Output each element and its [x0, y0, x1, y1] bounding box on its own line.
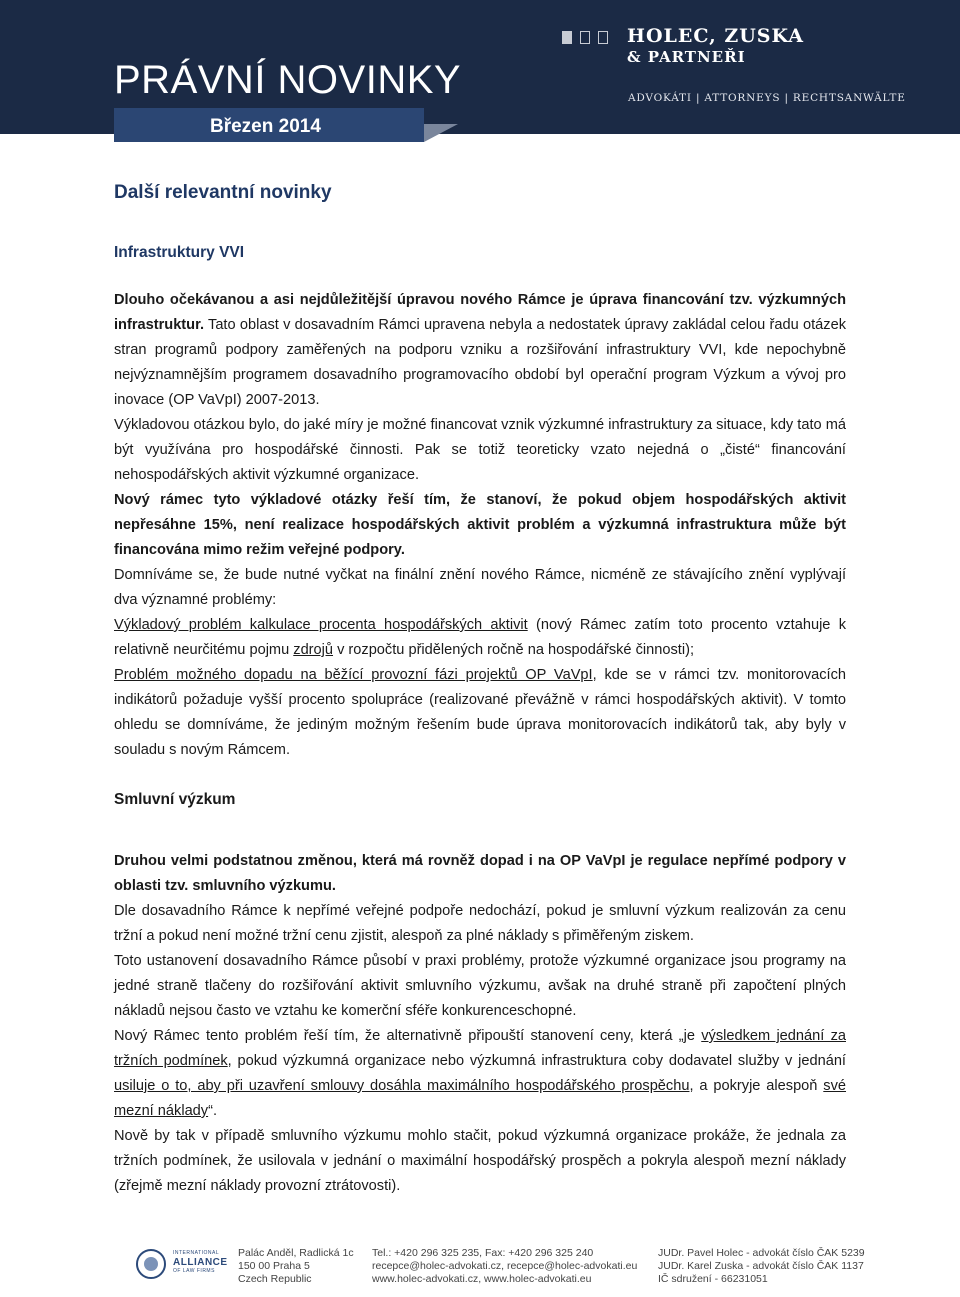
email-link[interactable]: recepce@holec-advokati.cz, recepce@holec-advokati.eu — [372, 1260, 638, 1272]
section-heading: Další relevantní novinky — [114, 182, 332, 203]
firm-partners: & PARTNEŘI — [627, 48, 746, 66]
paragraph: Domníváme se, že bude nutné vyčkat na finální znění nového Rámce, nicméně ze stávajícího znění vyplývají dva významné problémy: — [114, 567, 846, 608]
paragraph: Výkladovou otázkou bylo, do jaké míry je možné financovat vznik výzkumné infrastruktury za situace, kdy tato má být využívána pro hospodářské činnosti. Pak se totiž teoreticky vzato nejedná o „čisté“ financování nehospodářských aktivit výzkumné organizace. — [114, 417, 846, 483]
publication-title: PRÁVNÍ NOVINKY — [114, 58, 462, 102]
paragraph: Výkladový problém kalkulace procenta hospodářských aktivit (nový Rámec zatím toto procento vztahuje k relativně neurčitému pojmu zdrojů v rozpočtu přidělených ročně na hospodářské činnosti); — [114, 617, 846, 658]
issue-date: Březen 2014 — [210, 116, 321, 137]
paragraph: Toto ustanovení dosavadního Rámce působí v praxi problémy, protože výzkumné organizace jsou programy na jedné straně tlačeny do rozšiřování aktivit smluvního výzkumu, avšak na druhé straně při započtení plných nákladů nejsou často ve vztahu ke komerční sféře konkurenceschopné. — [114, 953, 846, 1019]
article-body — [114, 178, 846, 1199]
footer — [0, 1236, 960, 1297]
paragraph: Nový Rámec tento problém řeší tím, že alternativně připouští stanovení ceny, která „je výsledkem jednání za tržních podmínek, pokud výzkumná organizace nebo výzkumná infrastruktura coby dodavatel služby v jednání usiluje o to, aby při uzavření smlouvy dosáhla maximálního hospodářského prospěchu, a pokryje alespoň své mezní náklady“. — [114, 1028, 847, 1119]
footer-contact: Tel.: +420 296 325 235, Fax: +420 296 325 240 recepce@holec-advokati.cz, recepce@holec-advokati.eu www.holec-advokati.cz, www.holec-advokati.eu — [372, 1247, 638, 1285]
paragraph: Dle dosavadního Rámce k nepřímé veřejné podpoře nedochází, pokud je smluvní výzkum realizován za cenu tržní a pokud není možné tržní cenu zjistit, alespoň za plné náklady s přiměřeným ziskem. — [114, 903, 846, 944]
firm-logo-icon — [562, 31, 616, 49]
paragraph: Dlouho očekávanou a asi nejdůležitější úpravou nového Rámce je úprava financování tzv. výzkumných infrastruktur. Tato oblast v dosavadním Rámci upravena nebyla a nedostatek úpravy zakládal celou řadu otázek stran programů podpory zaměřených na podporu vzniku a rozšiřování infrastruktury VVI, kde nepochybně nejvýznamnějším programem dosavadního programovacího období byl operační program Výzkum a vývoj pro inovace (OP VaVpI) 2007-2013. — [114, 292, 846, 408]
lead-text: Druhou velmi podstatnou změnou, která má rovněž dopad i na OP VaVpI je regulace nepřímé podpory v oblasti tzv. smluvního výzkumu. — [114, 853, 846, 894]
paragraph: Problém možného dopadu na běžící provozní fázi projektů OP VaVpI, kde se v rámci tzv. monitorovacích indikátorů požaduje vyšší procento spolupráce (realizované převážně v rámci hospodářských aktivit). V tomto ohledu se domníváme, že jediným možným řešením bude úprava monitorovacích indikátorů tak, aby byly v souladu s novým Rámcem. — [114, 667, 846, 758]
alliance-logo-icon — [136, 1249, 166, 1279]
paragraph: Nově by tak v případě smluvního výzkumu mohlo stačit, pokud výzkumná organizace prokáže, že jednala za tržních podmínek, že usilovala v jednání o maximální hospodářský prospěch a pokryla alespoň mezní náklady (zřejmě mezní náklady provozní ztrátovosti). — [114, 1128, 846, 1194]
subsection-heading-contract: Smluvní výzkum — [114, 791, 236, 808]
footer-lawyers: JUDr. Pavel Holec - advokát číslo ČAK 5239 JUDr. Karel Zuska - advokát číslo ČAK 1137 IČ sdružení - 66231051 — [658, 1247, 865, 1285]
footer-address: Palác Anděl, Radlická 1c 150 00 Praha 5 Czech Republic — [238, 1247, 354, 1285]
paragraph-bold: Nový rámec tyto výkladové otázky řeší tím, že stanoví, že pokud objem hospodářských aktivit nepřesáhne 15%, není realizace hospodářských aktivit problém a výzkumná infrastruktura může být financována mimo režim veřejné podpory. — [114, 492, 846, 558]
firm-name: HOLEC, ZUSKA — [627, 25, 805, 47]
lead-text: Dlouho očekávanou a asi nejdůležitější úpravou nového Rámce je úprava financování tzv. výzkumných infrastruktur. — [114, 292, 846, 333]
website-link[interactable]: www.holec-advokati.cz, www.holec-advokati.eu — [372, 1273, 592, 1285]
subsection-heading-infrastructure: Infrastruktury VVI — [114, 244, 245, 261]
firm-tagline: ADVOKÁTI | ATTORNEYS | RECHTSANWÄLTE — [628, 92, 906, 104]
date-bar-tail — [424, 124, 458, 142]
alliance-label: INTERNATIONAL ALLIANCE OF LAW FIRMS — [173, 1250, 228, 1274]
